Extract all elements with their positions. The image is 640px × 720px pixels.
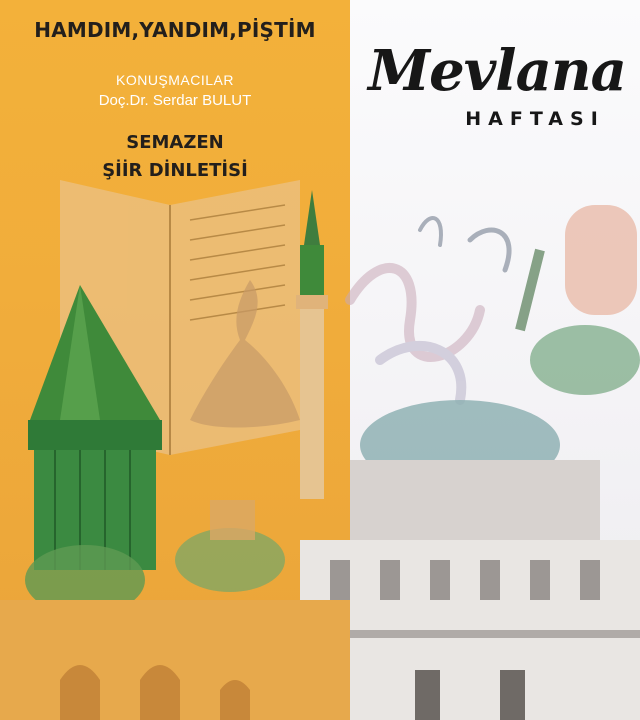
program-item-poetry: ŞİİR DİNLETİSİ (102, 160, 248, 181)
arches-art (0, 600, 350, 720)
speakers-label: KONUŞMACILAR (115, 72, 235, 88)
speaker-name: Doç.Dr. Serdar BULUT (98, 92, 252, 109)
mevlana-logo-subtitle: HAFTASI (465, 108, 605, 130)
program-item-semazen: SEMAZEN (126, 132, 224, 153)
tomb-turban-art (520, 205, 640, 395)
mosque-building-art (300, 400, 640, 720)
event-title: HAMDIM,YANDIM,PİŞTİM (34, 18, 316, 42)
calligraphy-art (350, 218, 509, 400)
mevlana-logo-title: Mevlana (368, 38, 626, 104)
minaret-art (296, 190, 328, 499)
